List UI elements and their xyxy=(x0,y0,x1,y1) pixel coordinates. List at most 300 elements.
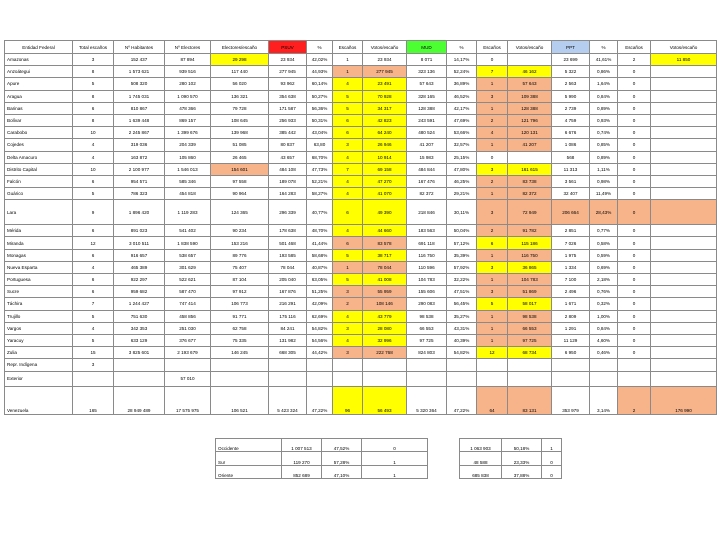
table-cell: 66 553 xyxy=(508,322,552,334)
table-cell: 0 xyxy=(618,151,651,163)
table-cell: 23 934 xyxy=(363,54,407,66)
table-cell: 1 xyxy=(477,139,508,151)
column-header: % xyxy=(447,41,477,54)
table-cell: 277 945 xyxy=(363,66,407,78)
entity-name-cell: Cojedes xyxy=(5,139,73,151)
table-cell xyxy=(651,90,717,102)
table-cell: 2 xyxy=(477,114,508,126)
table-cell: 5 322 xyxy=(552,66,590,78)
table-cell: 78 044 xyxy=(363,261,407,273)
entity-name-cell: Carabobo xyxy=(5,127,73,139)
table-cell: 29,21% xyxy=(447,188,477,200)
table-cell: 501 468 xyxy=(269,237,307,249)
table-cell: 0 xyxy=(618,334,651,346)
column-header: Escaños xyxy=(333,41,363,54)
table-cell: 42,17% xyxy=(447,102,477,114)
table-cell xyxy=(651,261,717,273)
entity-name-cell: Anzoátegui xyxy=(5,66,73,78)
table-cell: 4 xyxy=(73,151,114,163)
table-cell: 38 717 xyxy=(363,249,407,261)
table-cell: 810 867 xyxy=(114,102,165,114)
table-cell: 50,31% xyxy=(307,114,333,126)
table-cell: 824 803 xyxy=(407,347,447,359)
table-cell: 47,51% xyxy=(447,286,477,298)
table-cell: 106 773 xyxy=(211,298,269,310)
table-cell: 41 207 xyxy=(407,139,447,151)
table-cell: 44 660 xyxy=(363,225,407,237)
table-cell: 5 xyxy=(477,298,508,310)
table-cell: 6 xyxy=(477,237,508,249)
table-cell: 508 320 xyxy=(114,78,165,90)
table-cell: 0,77% xyxy=(590,225,618,237)
table-cell: 91 771 xyxy=(211,310,269,322)
region-name-cell: Oriente xyxy=(216,465,282,478)
table-cell xyxy=(590,371,618,386)
table-cell: 44,93% xyxy=(307,66,333,78)
table-row xyxy=(5,286,717,298)
table-cell: 4 xyxy=(333,225,363,237)
table-cell: 15 xyxy=(73,347,114,359)
table-cell: 323 136 xyxy=(407,66,447,78)
table-cell: 34 317 xyxy=(363,102,407,114)
table-cell: 2 xyxy=(333,298,363,310)
table-cell: 51 869 xyxy=(508,286,552,298)
table-cell: 44,42% xyxy=(307,347,333,359)
table-cell: 56 020 xyxy=(211,78,269,90)
table-cell: 104 783 xyxy=(508,274,552,286)
table-cell: 3 xyxy=(333,347,363,359)
region-cell: 852 689 xyxy=(282,465,322,478)
entity-name-cell: Barinas xyxy=(5,102,73,114)
table-cell: 50,27% xyxy=(307,90,333,102)
entity-name-cell: Bolívar xyxy=(5,114,73,126)
entity-name-cell: Portuguesa xyxy=(5,274,73,286)
table-cell: 30,11% xyxy=(447,200,477,225)
table-cell xyxy=(447,371,477,386)
table-cell: 1 xyxy=(477,249,508,261)
region-cell: 1 007 513 xyxy=(282,439,322,452)
table-cell: 0 xyxy=(618,78,651,90)
table-cell: 5 xyxy=(333,249,363,261)
spacer xyxy=(428,439,460,452)
column-header: Votos/escaño xyxy=(651,41,717,54)
table-cell: 83 738 xyxy=(508,175,552,187)
table-cell: 163 872 xyxy=(114,151,165,163)
table-cell: 175 116 xyxy=(269,310,307,322)
table-cell: 40,39% xyxy=(447,334,477,346)
table-cell: 46 162 xyxy=(508,66,552,78)
table-row xyxy=(5,249,717,261)
table-cell: 691 118 xyxy=(407,237,447,249)
table-cell xyxy=(307,371,333,386)
table-cell: 484 844 xyxy=(407,163,447,175)
table-cell xyxy=(407,371,447,386)
table-cell: 26 465 xyxy=(211,151,269,163)
region-cell: 1 xyxy=(362,465,428,478)
table-cell xyxy=(552,359,590,371)
table-cell xyxy=(363,371,407,386)
region-cell: 1 xyxy=(542,439,562,452)
table-cell: 6 xyxy=(73,102,114,114)
table-cell: 6 xyxy=(73,225,114,237)
table-cell: 0,85% xyxy=(590,139,618,151)
table-cell: 110 596 xyxy=(407,261,447,273)
entity-name-cell: Lara xyxy=(5,200,73,225)
table-cell: 0,84% xyxy=(590,322,618,334)
table-cell xyxy=(165,359,211,371)
table-cell: 522 621 xyxy=(165,274,211,286)
table-cell: 0 xyxy=(618,175,651,187)
table-cell: 80 837 xyxy=(269,139,307,151)
table-cell: 98 538 xyxy=(407,310,447,322)
table-cell: 1 090 570 xyxy=(165,90,211,102)
table-cell: 1 896 420 xyxy=(114,200,165,225)
table-cell xyxy=(651,102,717,114)
table-cell: 41,44% xyxy=(307,237,333,249)
table-cell: 89 776 xyxy=(211,249,269,261)
table-cell: 87 894 xyxy=(165,54,211,66)
table-cell: 68 734 xyxy=(508,347,552,359)
table-cell: 47,73% xyxy=(307,163,333,175)
table-row xyxy=(5,322,717,334)
table-cell: 0 xyxy=(618,274,651,286)
table-cell: 328 165 xyxy=(407,90,447,102)
table-cell: 66 553 xyxy=(407,322,447,334)
table-cell: 10 914 xyxy=(363,151,407,163)
table-cell: 193 585 xyxy=(269,249,307,261)
table-row xyxy=(5,66,717,78)
column-header: Entidad Federal xyxy=(5,41,73,54)
table-cell: 68,70% xyxy=(307,151,333,163)
table-cell xyxy=(508,151,552,163)
table-cell: 11 850 xyxy=(651,54,717,66)
table-cell: 385 442 xyxy=(269,127,307,139)
table-cell: 35,27% xyxy=(447,310,477,322)
table-cell xyxy=(651,298,717,310)
table-cell: 4 xyxy=(333,151,363,163)
table-cell: 458 856 xyxy=(165,310,211,322)
table-cell: 290 083 xyxy=(407,298,447,310)
table-cell: 83 578 xyxy=(363,237,407,249)
table-row xyxy=(5,188,717,200)
table-cell: 0,58% xyxy=(590,237,618,249)
table-row xyxy=(5,334,717,346)
table-row xyxy=(5,386,717,414)
table-cell: 48,70% xyxy=(307,225,333,237)
column-header: % xyxy=(590,41,618,54)
table-cell: 1 671 xyxy=(552,298,590,310)
table-row xyxy=(5,371,717,386)
table-cell xyxy=(651,163,717,175)
table-cell: 161 615 xyxy=(508,163,552,175)
table-row xyxy=(5,139,717,151)
table-cell: 0,98% xyxy=(590,175,618,187)
table-cell: 97 558 xyxy=(211,175,269,187)
table-cell: 55 959 xyxy=(363,286,407,298)
table-cell: 0 xyxy=(618,322,651,334)
column-header: Escaños xyxy=(618,41,651,54)
region-cell: 57,28% xyxy=(322,452,362,465)
table-cell: 0 xyxy=(618,139,651,151)
region-cell: 1 063 903 xyxy=(460,439,502,452)
table-cell: 64 240 xyxy=(363,127,407,139)
table-cell: 1 xyxy=(477,274,508,286)
table-cell xyxy=(651,359,717,371)
table-cell: 0 xyxy=(618,188,651,200)
table-cell: 32 407 xyxy=(552,188,590,200)
table-cell: 0 xyxy=(618,200,651,225)
table-cell: 155 606 xyxy=(407,286,447,298)
spacer xyxy=(428,452,460,465)
table-cell: 4 xyxy=(73,261,114,273)
table-cell: 146 245 xyxy=(211,347,269,359)
table-cell: 17 575 975 xyxy=(165,386,211,414)
table-cell: 84 241 xyxy=(269,322,307,334)
table-row xyxy=(5,359,717,371)
table-row xyxy=(5,225,717,237)
table-cell: 12 xyxy=(477,347,508,359)
table-cell: 176 990 xyxy=(651,386,717,414)
table-cell: 4 xyxy=(333,78,363,90)
table-cell: 1 334 xyxy=(552,261,590,273)
table-cell: 1 291 xyxy=(552,322,590,334)
table-cell: 869 157 xyxy=(165,114,211,126)
table-cell xyxy=(508,54,552,66)
table-cell: 2 xyxy=(477,175,508,187)
table-cell: 0,32% xyxy=(590,298,618,310)
table-cell: 79 728 xyxy=(211,102,269,114)
table-cell: 319 036 xyxy=(114,139,165,151)
table-cell: 5 990 xyxy=(552,90,590,102)
table-cell: 454 818 xyxy=(165,188,211,200)
table-cell: 668 305 xyxy=(269,347,307,359)
table-cell xyxy=(211,371,269,386)
table-cell: 0 xyxy=(618,298,651,310)
table-row xyxy=(5,274,717,286)
table-cell: 465 389 xyxy=(114,261,165,273)
table-cell: 32 996 xyxy=(363,334,407,346)
entity-name-cell: Exterior xyxy=(5,371,73,386)
table-cell: 280 102 xyxy=(165,78,211,90)
region-cell: 23,33% xyxy=(502,452,542,465)
table-cell: 97 912 xyxy=(211,286,269,298)
table-cell: 541 402 xyxy=(165,225,211,237)
table-cell: 939 516 xyxy=(165,66,211,78)
table-cell: 1 573 621 xyxy=(114,66,165,78)
table-cell: 90 234 xyxy=(211,225,269,237)
column-header: Escaños xyxy=(477,41,508,54)
table-cell: 11,49% xyxy=(590,188,618,200)
table-cell: 128 388 xyxy=(407,102,447,114)
table-cell: 0 xyxy=(618,237,651,249)
region-name-cell: Sur xyxy=(216,452,282,465)
table-cell: 0,59% xyxy=(590,249,618,261)
table-cell xyxy=(651,286,717,298)
header-row xyxy=(5,41,717,54)
table-row xyxy=(5,54,717,66)
table-cell: 96 xyxy=(333,386,363,414)
table-cell: 58,27% xyxy=(307,188,333,200)
table-cell: 4,60% xyxy=(590,334,618,346)
table-cell: 8 xyxy=(73,114,114,126)
table-cell xyxy=(618,371,651,386)
table-cell: 0 xyxy=(618,163,651,175)
table-cell: 62 758 xyxy=(211,322,269,334)
table-cell: 204 339 xyxy=(165,139,211,151)
table-cell: 0 xyxy=(618,102,651,114)
table-cell: 3 xyxy=(477,90,508,102)
table-cell: 1 244 427 xyxy=(114,298,165,310)
table-cell: 1 975 xyxy=(552,249,590,261)
table-cell: 6 676 xyxy=(552,127,590,139)
table-cell: 3 825 601 xyxy=(114,347,165,359)
table-cell: 78 044 xyxy=(269,261,307,273)
table-cell: 63,80 xyxy=(307,139,333,151)
table-cell: 28,43% xyxy=(590,200,618,225)
table-cell: 69 158 xyxy=(363,163,407,175)
entity-name-cell: Mérida xyxy=(5,225,73,237)
table-cell: 2 739 xyxy=(552,102,590,114)
table-cell xyxy=(618,359,651,371)
table-cell: 2 xyxy=(618,386,651,414)
table-cell: 5 xyxy=(73,188,114,200)
table-cell: 72 949 xyxy=(508,200,552,225)
table-cell: 164 283 xyxy=(269,188,307,200)
table-cell: 1 546 013 xyxy=(165,163,211,175)
region-cell: 47,52% xyxy=(322,439,362,452)
table-row xyxy=(5,298,717,310)
table-cell xyxy=(651,78,717,90)
table-cell: 82 372 xyxy=(508,188,552,200)
table-cell: 585 346 xyxy=(165,175,211,187)
table-cell: 15 983 xyxy=(407,151,447,163)
table-cell xyxy=(651,334,717,346)
table-cell: 478 366 xyxy=(165,102,211,114)
entity-name-cell: Apure xyxy=(5,78,73,90)
column-header: Votos/escaño xyxy=(508,41,552,54)
table-cell: 4 759 xyxy=(552,114,590,126)
table-cell: 1 xyxy=(333,54,363,66)
table-cell: 5 xyxy=(333,102,363,114)
table-cell: 7 xyxy=(333,163,363,175)
table-cell xyxy=(651,225,717,237)
table-cell: 56,36% xyxy=(307,102,333,114)
table-cell xyxy=(73,371,114,386)
table-cell: 52,21% xyxy=(307,175,333,187)
table-cell: 1 838 590 xyxy=(165,237,211,249)
entity-name-cell: Táchira xyxy=(5,298,73,310)
table-cell: 189 078 xyxy=(269,175,307,187)
table-cell: 1 xyxy=(333,261,363,273)
table-row xyxy=(5,261,717,273)
table-cell: 51 085 xyxy=(211,139,269,151)
table-cell: 0 xyxy=(618,249,651,261)
table-cell: 42,02% xyxy=(307,54,333,66)
table-cell: 0 xyxy=(618,261,651,273)
table-cell: 28 080 xyxy=(363,322,407,334)
table-cell: 41 070 xyxy=(363,188,407,200)
table-cell: 206 664 xyxy=(552,200,590,225)
table-cell: 53,66% xyxy=(447,127,477,139)
table-cell: 587 470 xyxy=(165,286,211,298)
table-cell: 922 297 xyxy=(114,274,165,286)
table-cell: 154 601 xyxy=(211,163,269,175)
table-cell: 117 440 xyxy=(211,66,269,78)
table-cell xyxy=(114,371,165,386)
table-cell: 8 xyxy=(73,90,114,102)
table-cell: 8 xyxy=(73,66,114,78)
table-cell: 1 639 448 xyxy=(114,114,165,126)
table-cell: 5 xyxy=(73,310,114,322)
entity-name-cell: Monagas xyxy=(5,249,73,261)
table-cell xyxy=(407,359,447,371)
table-cell: 153 216 xyxy=(211,237,269,249)
table-cell: 120 131 xyxy=(508,127,552,139)
table-cell: 216 291 xyxy=(269,298,307,310)
table-cell: 60,14% xyxy=(307,78,333,90)
table-cell: 4 xyxy=(333,188,363,200)
table-cell: 47 270 xyxy=(363,175,407,187)
table-cell: 23 491 xyxy=(363,78,407,90)
table-cell: 136 321 xyxy=(211,90,269,102)
table-cell: 43,31% xyxy=(447,322,477,334)
table-cell xyxy=(651,310,717,322)
results-table xyxy=(4,40,717,415)
table-cell: 1 xyxy=(333,66,363,78)
table-cell: 109 388 xyxy=(508,90,552,102)
entity-name-cell: Miranda xyxy=(5,237,73,249)
table-cell: 751 630 xyxy=(114,310,165,322)
region-cell: 119 270 xyxy=(282,452,322,465)
table-cell: 56,45% xyxy=(447,298,477,310)
table-cell: 6 xyxy=(333,127,363,139)
table-row xyxy=(5,163,717,175)
table-cell: 42,09% xyxy=(307,298,333,310)
table-cell: 40,77% xyxy=(307,200,333,225)
table-cell: 97 725 xyxy=(508,334,552,346)
table-cell: 43 657 xyxy=(269,151,307,163)
table-cell: 7 xyxy=(477,66,508,78)
table-cell: 43 779 xyxy=(363,310,407,322)
region-cell: 37,88% xyxy=(502,465,542,478)
table-cell: 83 131 xyxy=(508,386,552,414)
table-cell: 49 390 xyxy=(363,200,407,225)
table-cell: 28 949 489 xyxy=(114,386,165,414)
table-cell: 121 796 xyxy=(508,114,552,126)
table-cell: 9 xyxy=(73,200,114,225)
table-cell: 891 023 xyxy=(114,225,165,237)
table-cell: 47,22% xyxy=(447,386,477,414)
table-cell: 5 xyxy=(73,334,114,346)
table-cell: 0,69% xyxy=(590,261,618,273)
table-cell: 57 643 xyxy=(407,78,447,90)
table-cell: 56 493 xyxy=(363,386,407,414)
table-cell: 11 129 xyxy=(552,334,590,346)
table-cell xyxy=(651,237,717,249)
table-cell: 5 xyxy=(333,90,363,102)
table-cell xyxy=(307,359,333,371)
column-header: PSUV xyxy=(269,41,307,54)
table-cell: 0,89% xyxy=(590,151,618,163)
table-cell: 2 xyxy=(618,54,651,66)
table-cell: 178 638 xyxy=(269,225,307,237)
table-cell: 7 026 xyxy=(552,237,590,249)
table-cell xyxy=(651,66,717,78)
table-cell: 916 657 xyxy=(114,249,165,261)
table-cell: 3 xyxy=(477,286,508,298)
table-cell xyxy=(651,371,717,386)
table-cell xyxy=(508,359,552,371)
